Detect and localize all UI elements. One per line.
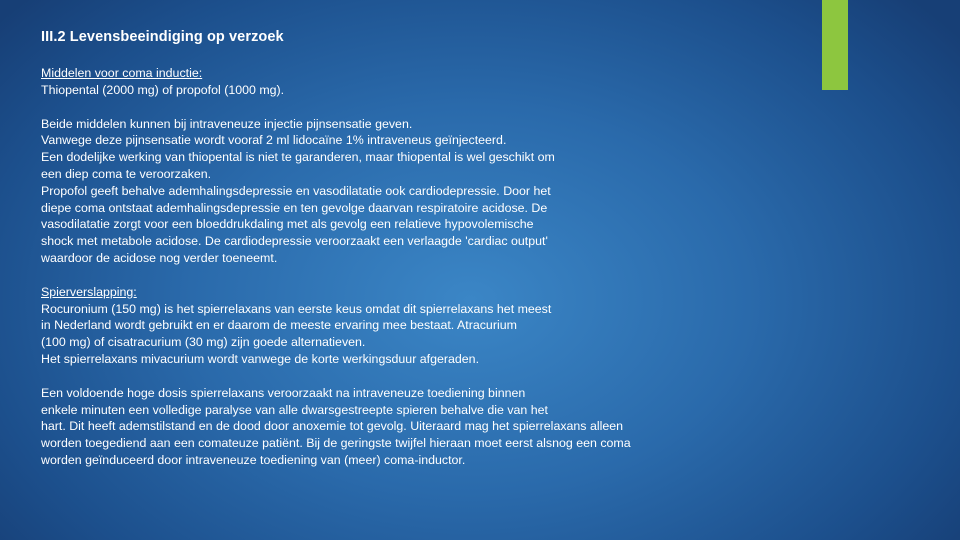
text-line: Vanwege deze pijnsensatie wordt vooraf 2 ml lidocaïne 1% intraveneus geïnjecteerd. — [41, 133, 507, 148]
text-line: in Nederland wordt gebruikt en er daarom de meeste ervaring mee bestaat. Atracurium — [41, 318, 517, 333]
text-line: (100 mg) of cisatracurium (30 mg) zijn goede alternatieven. — [41, 335, 366, 350]
text-line: Thiopental (2000 mg) of propofol (1000 mg). — [41, 82, 285, 97]
text-line: Beide middelen kunnen bij intraveneuze injectie pijnsensatie geven. — [41, 116, 413, 131]
text-line: shock met metabole acidose. De cardiodepressie veroorzaakt een verlaagde 'cardiac output' — [41, 234, 548, 249]
text-line: vasodilatatie zorgt voor een bloeddrukdaling met als gevolg een relatieve hypovolemische — [41, 217, 534, 232]
muscle-relaxation-section — [41, 284, 741, 368]
coma-induction-heading: Middelen voor coma inductie: — [41, 66, 203, 80]
text-line: waardoor de acidose nog verder toeneemt. — [41, 250, 278, 265]
text-line: hart. Dit heeft ademstilstand en de dood door anoxemie tot gevolg. Uiteraard mag het spierrelaxans alleen — [41, 419, 624, 434]
text-line: enkele minuten een volledige paralyse van alle dwarsgestreepte spieren behalve die van het — [41, 402, 548, 417]
text-line: Een dodelijke werking van thiopental is niet te garanderen, maar thiopental is wel geschikt om — [41, 150, 555, 165]
text-line: worden toegediend aan een comateuze patiënt. Bij de geringste twijfel hieraan moet eerst alsnog een coma — [41, 436, 631, 451]
muscle-relaxation-heading: Spierverslapping: — [41, 284, 137, 299]
coma-induction-section — [41, 65, 741, 99]
accent-bar — [822, 0, 848, 90]
text-line: Propofol geeft behalve ademhalingsdepressie en vasodilatatie ook cardiodepressie. Door het — [41, 183, 551, 198]
text-line: een diep coma te veroorzaken. — [41, 166, 212, 181]
text-line: worden geïnduceerd door intraveneuze toediening van (meer) coma-inductor. — [41, 452, 466, 467]
slide-title: III.2 Levensbeeindiging op verzoek — [41, 29, 284, 45]
paralysis-paragraph — [41, 385, 741, 469]
text-line: Het spierrelaxans mivacurium wordt vanwege de korte werkingsduur afgeraden. — [41, 351, 480, 366]
text-line: diepe coma ontstaat ademhalingsdepressie en ten gevolge daarvan respiratoire acidose. De — [41, 200, 548, 215]
pain-sensation-paragraph — [41, 116, 741, 267]
slide-content — [41, 65, 741, 486]
text-line: Een voldoende hoge dosis spierrelaxans veroorzaakt na intraveneuze toediening binnen — [41, 385, 526, 400]
text-line: Rocuronium (150 mg) is het spierrelaxans van eerste keus omdat dit spierrelaxans het meest — [41, 301, 552, 316]
